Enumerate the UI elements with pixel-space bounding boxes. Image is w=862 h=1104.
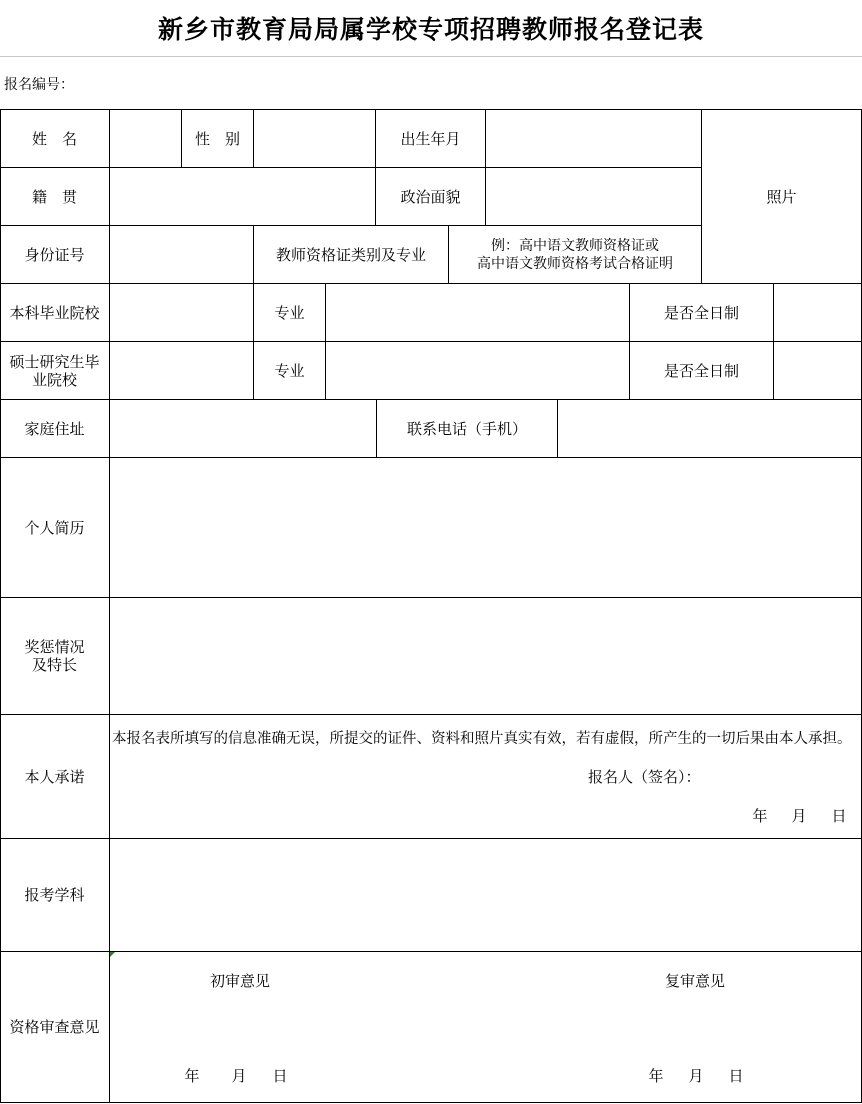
master-major-input[interactable] [326,342,629,399]
cell-comment-marker [110,952,115,957]
label-teacher-certificate: 教师资格证类别及专业 [275,245,426,264]
label-master-major: 专业 [274,361,305,380]
registration-number-label: 报名编号： [4,77,74,93]
label-id-number: 身份证号 [24,245,85,264]
pledge-day-label: 日 [831,807,847,825]
label-master-school-line2: 业院校 [31,370,77,389]
exam-subject-input[interactable] [110,839,861,951]
label-gender: 性 别 [194,129,240,148]
label-awards [0,598,109,714]
initial-review-input[interactable] [110,995,440,1060]
label-name: 姓 名 [31,129,77,148]
master-school-input[interactable] [110,342,253,399]
pledge-year-label: 年 [752,807,768,825]
label-pledge: 本人承诺 [24,767,85,786]
mobile-phone-input[interactable] [558,400,861,457]
label-bachelor-school: 本科毕业院校 [9,303,100,322]
master-fulltime-input[interactable] [774,342,861,399]
label-bachelor-major: 专业 [274,303,305,322]
label-native-place: 籍 贯 [31,187,77,206]
label-master-school-line1: 硕士研究生毕 [9,352,100,371]
label-master-school [0,342,109,399]
final-review-day: 日 [728,1067,744,1085]
page-title: 新乡市教育局局属学校专项招聘教师报名登记表 [0,0,862,57]
bachelor-major-input[interactable] [326,284,629,341]
pledge-signer-label: 报名人（签名）： [588,768,701,786]
certificate-example-line1: 例：高中语文教师资格证或 [491,237,659,254]
birth-date-input[interactable] [486,110,701,167]
final-review-month: 月 [688,1067,704,1085]
label-exam-subject: 报考学科 [24,886,85,904]
resume-input[interactable] [110,458,861,597]
awards-input[interactable] [110,598,861,714]
label-resume: 个人简历 [24,518,85,537]
id-number-input[interactable] [110,226,253,283]
label-political-status: 政治面貌 [400,187,461,206]
label-home-address: 家庭住址 [24,419,85,438]
final-review-label: 复审意见 [664,972,725,990]
final-review-year: 年 [648,1067,664,1085]
label-awards-line1: 奖惩情况 [24,638,85,656]
table-border-bottom [0,1102,862,1103]
gender-input[interactable] [254,110,375,167]
label-mobile-phone: 联系电话（手机） [406,419,527,438]
native-place-input[interactable] [110,168,375,225]
label-birth-date: 出生年月 [400,129,461,148]
name-input[interactable] [110,110,181,167]
initial-review-label: 初审意见 [209,972,270,990]
political-status-input[interactable] [486,168,701,225]
final-review-input[interactable] [560,995,860,1060]
label-awards-line2: 及特长 [31,656,77,674]
photo-cell[interactable]: 照片 [766,187,797,206]
certificate-example-line2: 高中语文教师资格考试合格证明 [477,255,673,272]
initial-review-day: 日 [272,1067,288,1085]
label-master-fulltime: 是否全日制 [663,361,739,380]
pledge-text: 本报名表所填写的信息准确无误，所提交的证件、资料和照片真实有效，若有虚假，所产生的一切后果由本人承担。 [112,731,852,747]
certificate-example-cell[interactable] [449,226,701,283]
pledge-month-label: 月 [791,807,807,825]
initial-review-month: 月 [231,1067,247,1085]
row-divider [0,714,862,715]
label-qualification-review: 资格审查意见 [9,1018,100,1036]
home-address-input[interactable] [110,400,376,457]
bachelor-school-input[interactable] [110,284,253,341]
bachelor-fulltime-input[interactable] [774,284,861,341]
initial-review-year: 年 [184,1067,200,1085]
row-divider [0,951,862,952]
label-bachelor-fulltime: 是否全日制 [663,303,739,322]
